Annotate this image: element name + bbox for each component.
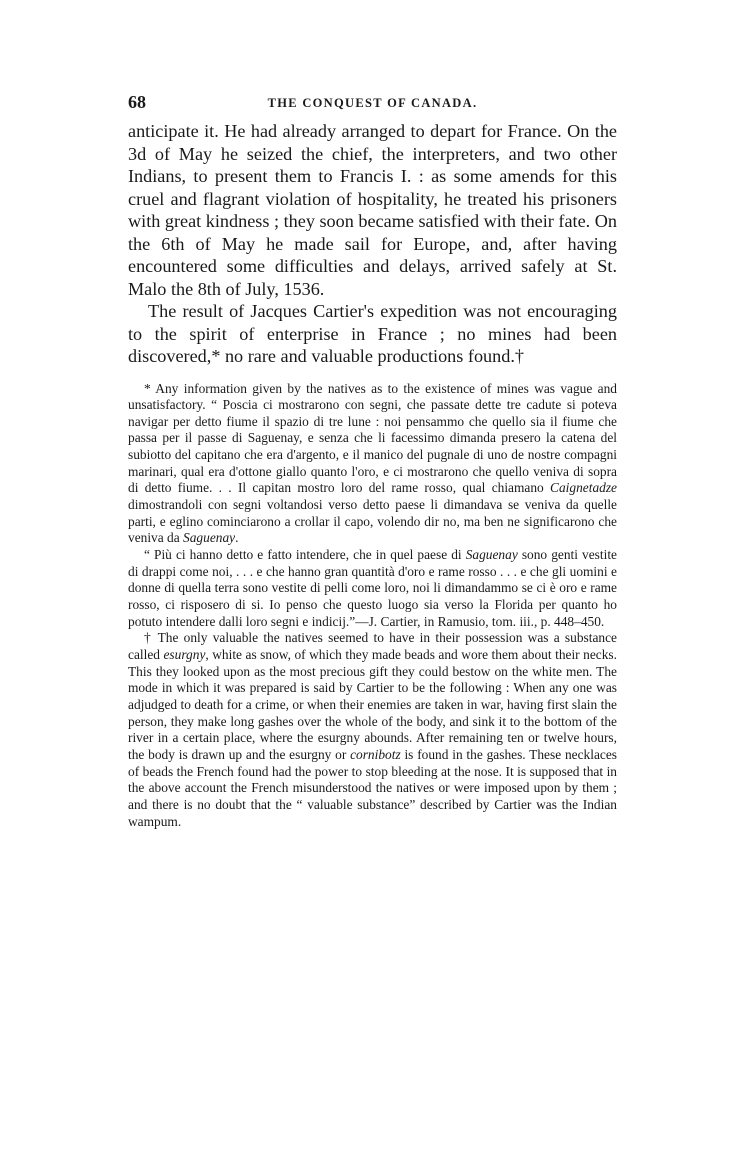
main-text [128,120,617,368]
term-saguenay: Saguenay [183,530,236,546]
term-saguenay: Saguenay [465,547,518,563]
page-number: 68 [128,92,146,112]
running-head: THE CONQUEST OF CANADA. [267,96,478,110]
footnotes [128,381,617,831]
footnote-1 [128,381,617,548]
footnote-1-text-b: dimostrandoli con segni voltandosi verso detto paese li dimandava se veniva da quelle parti, e eglino cominciarono a crollar il capo, volendo dir no, ma ben ne significarono che veniva da [128,497,617,546]
footnote-2-text-a: “ Più ci hanno detto e fatto intendere, che in quel paese di [144,547,466,563]
term-esurgny: esurgny [163,647,206,662]
footnote-3-text-b: , white as snow, of which they made beads and wore them about their necks. This they looked upon as the most precious gift they could bestow on the white men. The mode in which it was prepared is said by Cartier to be the following : When any one was adjudged to death for a crime, or when their enemies are taken in war, having first slain the person, they make long gashes over the whole of the body, and sink it to the bottom of the river in a certain place, where the esurgny abounds. After remaining ten or twelve hours, the body is drawn up and the esurgny or [128,647,617,762]
book-page [128,92,617,830]
main-paragraph-1: anticipate it. He had already arranged to depart for France. On the 3d of May he seized the chief, the interpreters, and two other Indians, to present them to Francis I. : as some amends for this cruel and flagrant violation of hospitality, he treated his prisoners with great kindness ; they soon became satisfied with their fate. On the 6th of May he made sail for Europe, and, after having encountered some difficulties and delays, arrived safely at St. Malo the 8th of July, 1536. [128,121,617,299]
main-paragraph-2: The result of Jacques Cartier's expedition was not encouraging to the spirit of enterprise in France ; no mines had been discovered,* no rare and valuable productions found.† [128,301,617,366]
footnote-2 [128,630,617,830]
footnote-2-text-b: sono genti vestite di drappi come noi, . . . e che hanno gran quantità d'oro e rame rosso . . . e che gli uomini e donne di quella terra sono vestite di pelli come loro, noi li dimandammo se ci è oro e rame rosso, ci risposero di si. Io penso che questo luogo sia verso la Florida per quanto ho potuto intendere dalli loro segni e indicij.”—J. Cartier, in Ramusio, tom. iii., p. 448–450. [128,547,617,629]
footnote-1-continued [128,547,617,630]
footnote-3-text-c: is found in the gashes. These necklaces of beads the French found had the power to stop bleeding at the nose. It is supposed that in the above account the French misunderstood the natives or were imposed upon by them ; and there is no doubt that the “ valuable substance” described by Cartier was the Indian wampum. [128,746,617,829]
term-caignetadze: Caignetadze [550,480,617,496]
footnote-1-text-a: * Any information given by the natives as to the existence of mines was vague and unsatisfactory. “ Poscia ci mostrarono con segni, che passate dette tre cadute si poteva navigar per detto fiume il spazio di tre lune : noi pensammo che quello sia il fiume che passa per il passe di Saguenay, e senza che li facessimo dimanda presero la catena del subiotto del capitano che era d'argento, e il manico del pugnale di uno de nostre compagni marinari, qual era d'ottone giallo quanto l'oro, e ci mostrarono che quello veniva di sopra di detto fiume. . . Il capitan mostro loro del rame rosso, qual chiamano [128,380,617,496]
footnote-1-text-c: . [235,530,239,546]
term-cornibotz: cornibotz [350,746,401,762]
page-header [128,92,617,120]
footnote-3-text-a: † The only valuable the natives seemed to have in their possession was a substance called [128,630,617,662]
